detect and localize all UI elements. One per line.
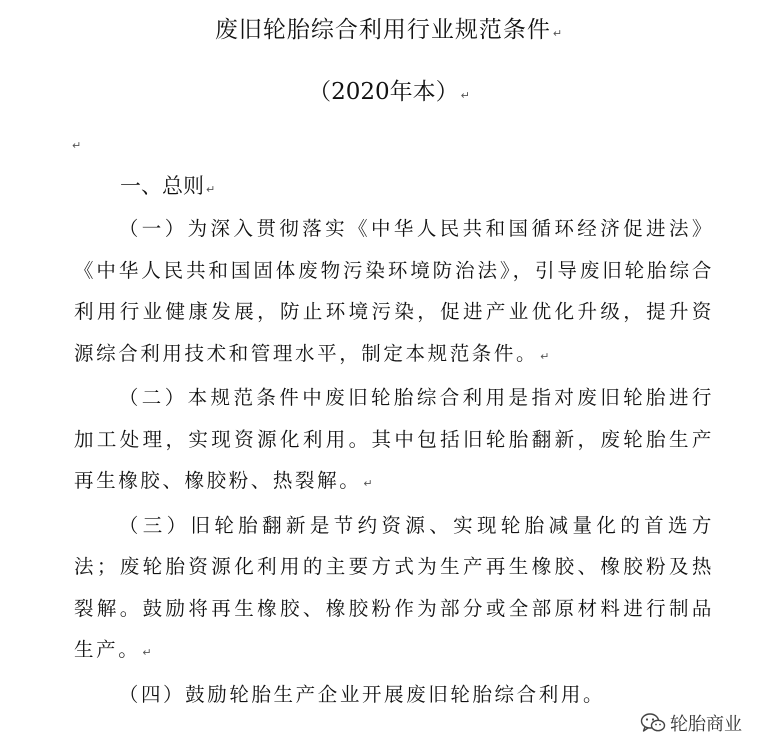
wechat-icon [640, 712, 666, 734]
paragraph-mark: ↵ [552, 27, 564, 40]
empty-paragraph [70, 134, 81, 153]
paragraph-mark: ↵ [540, 349, 552, 363]
document-title: 废旧轮胎综合利用行业规范条件 ↵ [214, 17, 564, 43]
watermark-text: 轮胎商业 [670, 714, 742, 735]
paragraph-mark: ↵ [460, 89, 470, 102]
paragraph-mark: ↵ [206, 183, 216, 196]
section-heading: 一、总则 ↵ [120, 174, 216, 198]
paragraph-4: （四）鼓励轮胎生产企业开展废旧轮胎综合利用。 [118, 682, 606, 706]
document-body [74, 208, 714, 715]
paragraph-mark: ↵ [142, 646, 155, 659]
paragraph-mark: ↵ [72, 139, 82, 152]
paragraph-1: （一）为深入贯彻落实《中华人民共和国循环经济促进法》《中华人民共和国固体废物污染环境防治法》，引导废旧轮胎综合利用行业健康发展，防止环境污染，促进产业优化升级，提升资源综合利用技术和管理水平，制定本规范条件。 ↵ [74, 217, 714, 365]
watermark [638, 707, 744, 739]
paragraph-3: （三）旧轮胎翻新是节约资源、实现轮胎减量化的首选方法；废轮胎资源化利用的主要方式为生产再生橡胶、橡胶粉及热裂解。鼓励将再生橡胶、橡胶粉作为部分或全部原材料进行制品生产。 ↵ [74, 513, 714, 661]
paragraph-mark: ↵ [363, 477, 376, 490]
document-subtitle: （2020年本） ↵ [308, 79, 470, 105]
paragraph-2: （二）本规范条件中废旧轮胎综合利用是指对废旧轮胎进行加工处理，实现资源化利用。其中包括旧轮胎翻新，废轮胎生产再生橡胶、橡胶粉、热裂解。 ↵ [74, 386, 714, 492]
